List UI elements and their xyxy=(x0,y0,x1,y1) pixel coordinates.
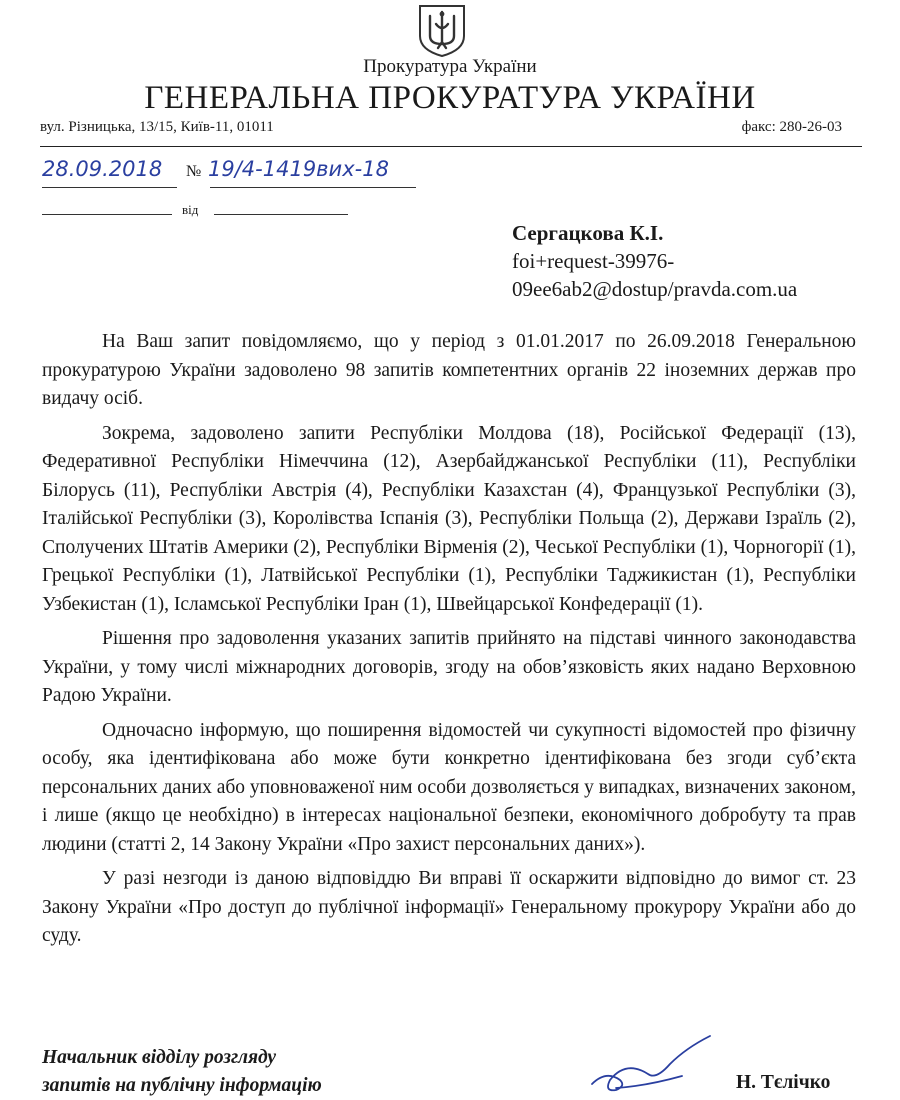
incoming-number-line xyxy=(42,214,172,215)
date-underline xyxy=(42,187,177,188)
signatory-title-line1: Начальник відділу розгляду xyxy=(42,1047,277,1068)
number-label: № xyxy=(186,163,202,180)
recipient-name: Сергацкова К.І. xyxy=(512,221,664,245)
paragraph-2: Зокрема, задоволено запити Республіки Молдова (18), Російської Федерації (13), Федеративної Республіки Німеччина (12), Азербайджанської Республіки (11), Республіки Білорусь (11), Республіки Австрія (4), Республіки Казахстан (4), Французької Республіки (3), Італійської Республіки (3), Королівства Іспанія (3), Республіки Польща (2), Держави Ізраїль (2), Сполучених Штатів Америки (2), Республіки Вірменія (2), Чеської Республіки (1), Чорногорії (1), Грецької Республіки (1), Латвійської Республіки (1), Республіки Таджикистан (1), Республіки Узбекистан (1), Ісламської Республіки Іран (1), Швейцарської Конфедерації (1). xyxy=(42,422,856,615)
letter-body xyxy=(42,328,856,957)
header-divider xyxy=(40,146,862,147)
handwritten-signature-icon xyxy=(586,1030,716,1100)
organization-title: ГЕНЕРАЛЬНА ПРОКУРАТУРА УКРАЇНИ xyxy=(144,80,756,116)
paragraph-5: У разі незгоди із даною відповіддю Ви вправі її оскаржити відповідно до вимог ст. 23 Закону України «Про доступ до публічної інформації» Генеральному прокурору України або до суду. xyxy=(42,868,856,946)
signatory-title xyxy=(42,1044,322,1100)
signatory-title-line2: запитів на публічну інформацію xyxy=(42,1075,322,1096)
recipient-email-line1: foi+request-39976- xyxy=(512,249,675,273)
address: вул. Різницька, 13/15, Київ-11, 01011 xyxy=(40,119,274,135)
paragraph-3: Рішення про задоволення указаних запитів прийнято на підставі чинного законодавства України, у тому числі міжнародних договорів, згоду на обов’язковість яких надано Верховною Радою України. xyxy=(42,628,856,706)
handwritten-date: 28.09.2018 xyxy=(42,157,163,181)
signatory-name: Н. Тєлічко xyxy=(736,1072,831,1093)
incoming-date-line xyxy=(214,214,348,215)
fax-number: факс: 280-26-03 xyxy=(741,119,842,135)
handwritten-outgoing-number: 19/4-1419вих-18 xyxy=(208,157,389,181)
ministry-name: Прокуратура України xyxy=(363,56,537,77)
recipient-email-line2: 09ee6ab2@dostup/pravda.com.ua xyxy=(512,277,798,301)
paragraph-1: На Ваш запит повідомляємо, що у період з 01.01.2017 по 26.09.2018 Генеральною прокуратурою України задоволено 98 запитів компетентних органів 22 іноземних держав про видачу осіб. xyxy=(42,331,856,409)
recipient-block xyxy=(512,219,797,303)
from-label: від xyxy=(182,202,199,217)
number-underline xyxy=(210,187,416,188)
paragraph-4: Одночасно інформую, що поширення відомостей чи сукупності відомостей про фізичну особу, яка ідентифікована або може бути конкретно ідентифікована без згоди суб’єкта персональних даних або уповноваженої ним особи дозволяється у випадках, визначених законом, і лише (якщо це необхідно) в інтересах національної безпеки, економічного добробуту та прав людини (статті 2, 14 Закону України «Про захист персональних даних»). xyxy=(42,719,856,855)
trident-emblem-icon xyxy=(416,2,468,58)
